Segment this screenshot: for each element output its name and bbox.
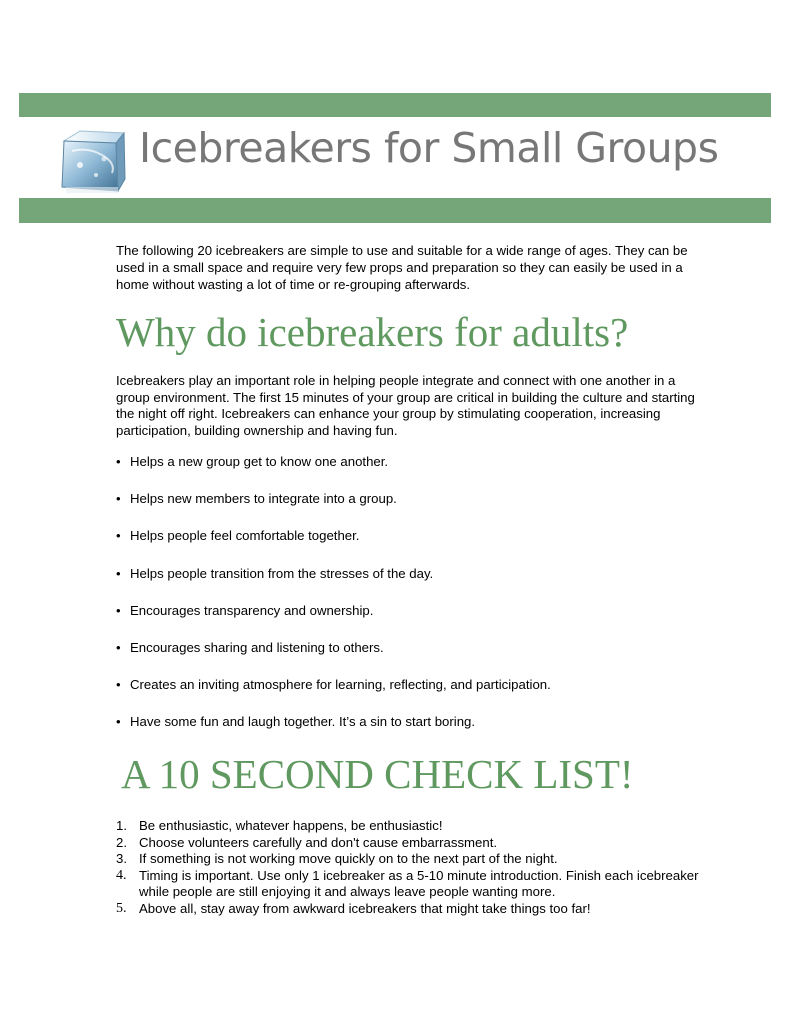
checklist-item: 4. Timing is important. Use only 1 icebreaker as a 5-10 minute introduction. Finish each icebreaker while people are still enjoying it and always leave people wanting more. [116,867,699,899]
ice-cube-icon [58,129,126,195]
bullet-icon: • [116,602,121,618]
bullet-icon: • [116,639,121,655]
item-number: 2. [116,834,127,850]
list-item: • Helps people transition from the stresses of the day. [116,565,434,581]
why-heading: Why do icebreakers for adults? [116,309,629,355]
list-item: • Helps a new group get to know one another. [116,454,389,469]
bullet-icon: • [116,714,121,730]
checklist [116,818,711,917]
list-item: • Have some fun and laugh together. It’s a sin to start boring. [116,714,476,730]
list-item: • Encourages sharing and listening to others. [116,639,384,655]
bullet-icon: • [116,528,121,544]
list-item: • Creates an inviting atmosphere for learning, reflecting, and participation. [116,677,551,693]
checklist-heading: A 10 SECOND CHECK LIST! [121,751,634,797]
item-number: 5. [116,900,127,916]
checklist-item: 5. Above all, stay away from awkward icebreakers that might take things too far! [116,900,591,916]
item-number: 1. [116,818,127,833]
intro-paragraph: The following 20 icebreakers are simple to use and suitable for a wide range of ages. They can be used in a small space and require very few props and preparation so they can easily be used in a home without wasting a lot of time or re-grouping afterwards. [116,243,688,292]
item-number: 4. [116,867,127,883]
bullet-icon: • [116,565,121,581]
bullet-icon: • [116,454,121,469]
checklist-item: 1. Be enthusiastic, whatever happens, be enthusiastic! [116,818,443,833]
bullet-icon: • [116,491,121,507]
checklist-item: 3. If something is not working move quickly on to the next part of the night. [116,851,558,866]
item-number: 3. [116,851,127,866]
why-paragraph: Icebreakers play an important role in helping people integrate and connect with one another in a group environment. The first 15 minutes of your group are critical in building the culture and starting the night off right. Icebreakers can enhance your group by stimulating cooperation, increasing participation, building ownership and having fun. [116,373,695,438]
benefits-list [116,453,551,751]
list-item: • Encourages transparency and ownership. [116,602,374,618]
list-item: • Helps people feel comfortable together. [116,528,360,544]
header-band-bottom [19,198,771,223]
checklist-item: 2. Choose volunteers carefully and don't cause embarrassment. [116,834,498,850]
page-title: Icebreakers for Small Groups [139,124,719,172]
list-item: • Helps new members to integrate into a group. [116,491,397,507]
bullet-icon: • [116,677,121,693]
header-band-top [19,93,771,117]
